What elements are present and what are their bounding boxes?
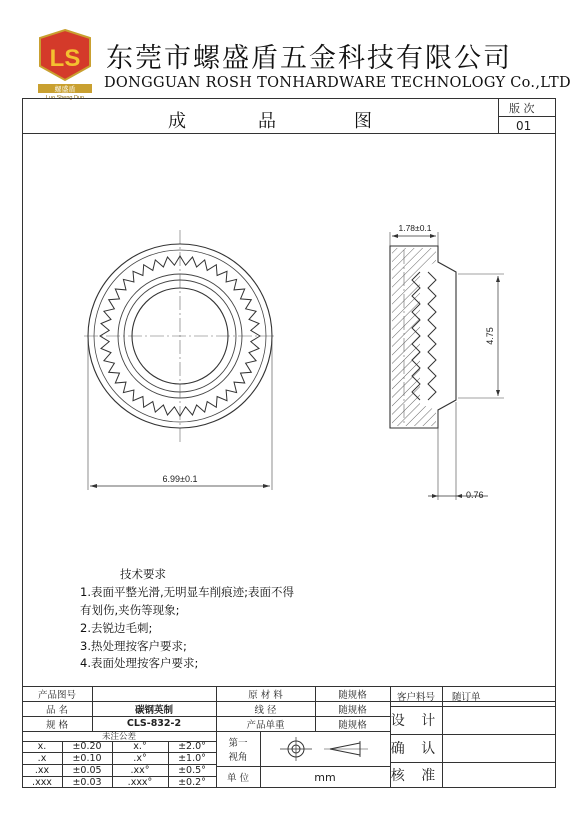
tolerance-heading: 未注公差 [101, 732, 136, 742]
name-value: 碳钢英制 [134, 704, 173, 716]
name-label: 品 名 [45, 704, 69, 716]
dim-inner-label: 4.75 [485, 327, 495, 345]
version-value: 01 [516, 119, 532, 133]
approve-label: 核 准 [390, 768, 442, 784]
angle-label-1: 第一 [228, 738, 248, 749]
dim-thickness-label: 1.78±0.1 [398, 223, 432, 233]
requirement-line-3: 2.去锐边毛刺; [80, 621, 153, 635]
tol-b-2: ±0.10 [72, 752, 102, 764]
logo-caption-en: Luo Sheng Dun [45, 95, 85, 100]
projection-symbol-icon [260, 731, 390, 766]
wire-value: 随规格 [338, 704, 367, 716]
weight-label: 产品单重 [246, 719, 285, 731]
tol-d-2: ±1.0° [178, 752, 206, 764]
tol-b-1: ±0.20 [72, 741, 102, 752]
weight-value: 随规格 [338, 719, 367, 731]
unit-value: mm [314, 770, 336, 784]
cust-no-label: 客户料号 [396, 692, 435, 703]
front-view [84, 230, 276, 490]
tol-a-3: .xx [34, 764, 50, 776]
tol-c-2: .x° [133, 752, 147, 764]
doc-title-char-1: 成 [168, 111, 186, 132]
doc-title-char-3: 图 [354, 111, 372, 132]
section-view [390, 223, 504, 500]
material-label: 原 材 料 [248, 689, 283, 701]
requirement-line-2: 有划伤,夹伤等现象; [80, 603, 180, 617]
angle-label-2: 视角 [228, 752, 248, 763]
tol-a-1: x. [37, 741, 47, 752]
logo-letters: LS [49, 45, 81, 72]
requirement-line-1: 1.表面平整光滑,无明显车削痕迹;表面不得 [80, 585, 295, 599]
material-value: 随规格 [338, 689, 367, 701]
tol-c-3: .xx° [130, 764, 150, 776]
version-label: 版 次 [509, 102, 535, 115]
tol-d-1: ±2.0° [178, 741, 206, 752]
doc-title-char-2: 品 [258, 111, 276, 132]
company-name-en: DONGGUAN ROSH TONHARDWARE TECHNOLOGY Co.,LTD [104, 75, 571, 91]
tol-b-4: ±0.03 [72, 776, 102, 788]
tol-b-3: ±0.05 [72, 764, 102, 776]
spec-label: 规 格 [45, 719, 69, 731]
tol-c-1: x.° [133, 741, 147, 752]
company-name-cn: 东莞市螺盛盾五金科技有限公司 [106, 43, 512, 74]
cust-no-value: 随订单 [452, 692, 481, 703]
product-no-value [92, 686, 216, 701]
tol-d-3: ±0.5° [178, 764, 206, 776]
dim-step-label: 0.76 [466, 490, 484, 500]
logo-caption-cn: 螺盛盾 [54, 86, 76, 94]
unit-label: 单 位 [226, 773, 250, 784]
spec-value: CLS-832-2 [126, 718, 182, 729]
confirm-label: 确 认 [390, 741, 442, 757]
requirement-line-5: 4.表面处理按客户要求; [80, 656, 199, 670]
tol-d-4: ±0.2° [178, 776, 206, 788]
wire-label: 线 径 [254, 704, 277, 716]
design-label: 设 计 [390, 713, 442, 729]
dim-outer-label: 6.99±0.1 [162, 474, 198, 484]
requirement-line-4: 3.热处理按客户要求; [80, 639, 187, 653]
tol-a-4: .xxx [32, 776, 52, 788]
tol-a-2: .x [37, 752, 47, 764]
requirements-heading: 技术要求 [120, 567, 166, 581]
tol-c-4: .xxx° [127, 776, 153, 788]
product-no-label: 产品图号 [37, 689, 76, 701]
